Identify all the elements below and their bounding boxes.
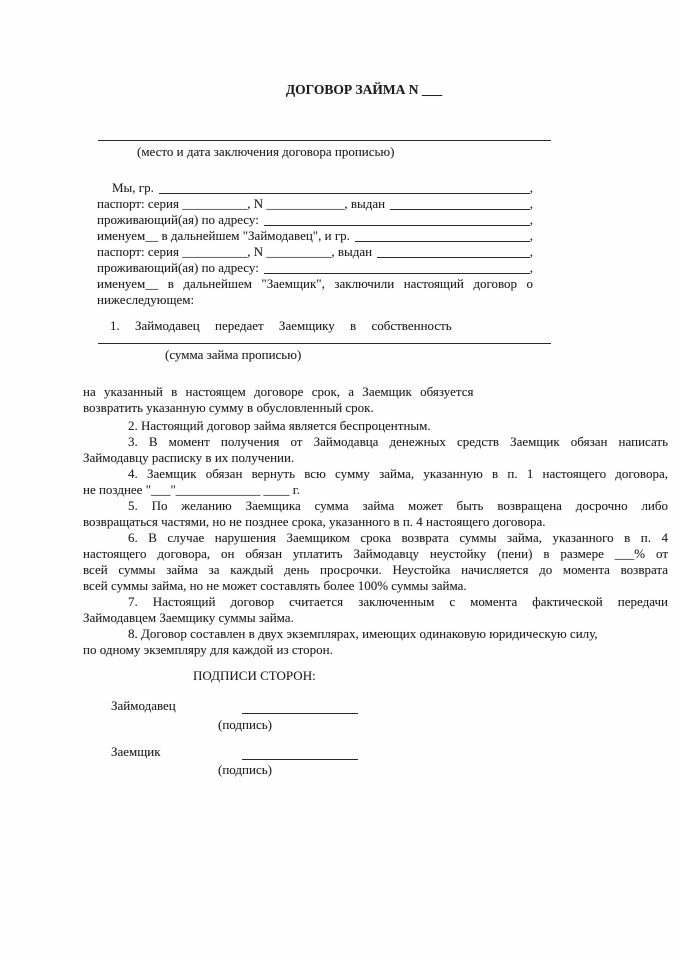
clause-6-line-3: всей суммы займа за каждый день просрочки. Неустойка начисляется до момента возврата (83, 562, 668, 577)
lender-address-blank (264, 212, 530, 226)
clause-8-line-2: по одному экземпляру для каждой из сторон. (83, 642, 333, 657)
borrower-name-blank (355, 228, 530, 242)
comma: , (529, 260, 533, 275)
borrower-signature-line (242, 745, 358, 760)
borrower-label: Заемщик (111, 744, 161, 759)
borrower-signature-caption: (подпись) (218, 762, 272, 777)
intro-line-3 (97, 212, 533, 228)
borrower-address-blank (264, 260, 530, 274)
lender-label: Займодавец (111, 698, 176, 713)
clause-4-line-2: не позднее "___"_____________ ____ г. (83, 482, 300, 497)
intro-line-1 (97, 180, 533, 196)
comma: , (529, 228, 533, 243)
comma: , (529, 180, 533, 195)
intro-line-6 (97, 260, 533, 276)
clause-4-line-1: 4. Заемщик обязан вернуть всю сумму займа, указанную в п. 1 настоящего договора, (128, 466, 668, 481)
clause-2: 2. Настоящий договор займа является беспроцентным. (128, 418, 431, 433)
clause-7-line-1: 7. Настоящий договор считается заключенным с момента фактической передачи (128, 594, 668, 609)
clause-6-line-4: всей суммы займа, но не может составлять более 100% суммы займа. (83, 578, 467, 593)
lender-address-text: проживающий(ая) по адресу: (97, 212, 259, 227)
intro-line-2 (97, 196, 533, 212)
intro-line-4 (97, 228, 533, 244)
lender-passport-issuer-blank (390, 196, 530, 210)
clause-1-line: 1. Займодавец передает Заемщику в собственность (110, 318, 452, 333)
clause-6-line-2: настоящего договора, он обязан уплатить Займодавцу неустойку (пени) в размере ___% от (83, 546, 668, 561)
loan-sum-blank-line (98, 334, 551, 344)
intro-line-8: нижеследующем: (97, 292, 195, 307)
intro-line-7: именуем__ в дальнейшем "Заемщик", заключили настоящий договор о (97, 276, 533, 291)
clause-7-line-2: Займодавцем Заемщику суммы займа. (83, 610, 294, 625)
intro-line-5 (97, 244, 533, 260)
parties-intro (97, 180, 533, 308)
borrower-signature-row (111, 744, 679, 760)
clause-1-continuation (83, 384, 668, 416)
place-date-caption: (место и дата заключения договора прописью) (137, 144, 395, 159)
comma: , (529, 244, 533, 259)
lender-signature-line (242, 699, 358, 714)
clause-5-line-2: возвращаться частями, но не позднее срока, указанного в п. 4 настоящего договора. (83, 514, 546, 529)
clause-8-line-1: 8. Договор составлен в двух экземплярах, имеющих одинаковую юридическую силу, (128, 626, 598, 641)
lender-naming-text: именуем__ в дальнейшем "Займодавец", и гр. (97, 228, 350, 243)
clause-6-line-1: 6. В случае нарушения Заемщиком срока возврата суммы займа, указанного в п. 4 (128, 530, 668, 545)
lender-signature-caption: (подпись) (218, 717, 272, 732)
loan-sum-caption: (сумма займа прописью) (165, 347, 302, 362)
comma: , (529, 196, 533, 211)
lender-signature-row (111, 698, 679, 714)
borrower-address-text: проживающий(ая) по адресу: (97, 260, 259, 275)
borrower-passport-text: паспорт: серия __________, N __________, выдан (97, 244, 373, 259)
comma: , (529, 212, 533, 227)
clause-5-line-1: 5. По желанию Заемщика сумма займа может быть возвращена досрочно либо (128, 498, 668, 513)
signatures-heading: ПОДПИСИ СТОРОН: (193, 668, 316, 683)
clause-3-line-2: Займодавцу расписку в их получении. (83, 450, 295, 465)
lender-passport-text: паспорт: серия __________, N ____________, выдан (97, 196, 386, 211)
clause-1-cont-line-2: возвратить указанную сумму в обусловленный срок. (83, 400, 374, 415)
clauses-list (83, 418, 668, 658)
lender-name-blank (159, 180, 530, 194)
document-title: ДОГОВОР ЗАЙМА N ___ (285, 82, 443, 97)
intro-line-1-text: Мы, гр. (112, 180, 154, 195)
borrower-passport-issuer-blank (377, 244, 530, 258)
place-date-blank-line (98, 125, 551, 141)
clause-1-cont-line-1: на указанный в настоящем договоре срок, а Заемщик обязуется (83, 384, 474, 399)
clause-3-line-1: 3. В момент получения от Займодавца денежных средств Заемщик обязан написать (128, 434, 668, 449)
